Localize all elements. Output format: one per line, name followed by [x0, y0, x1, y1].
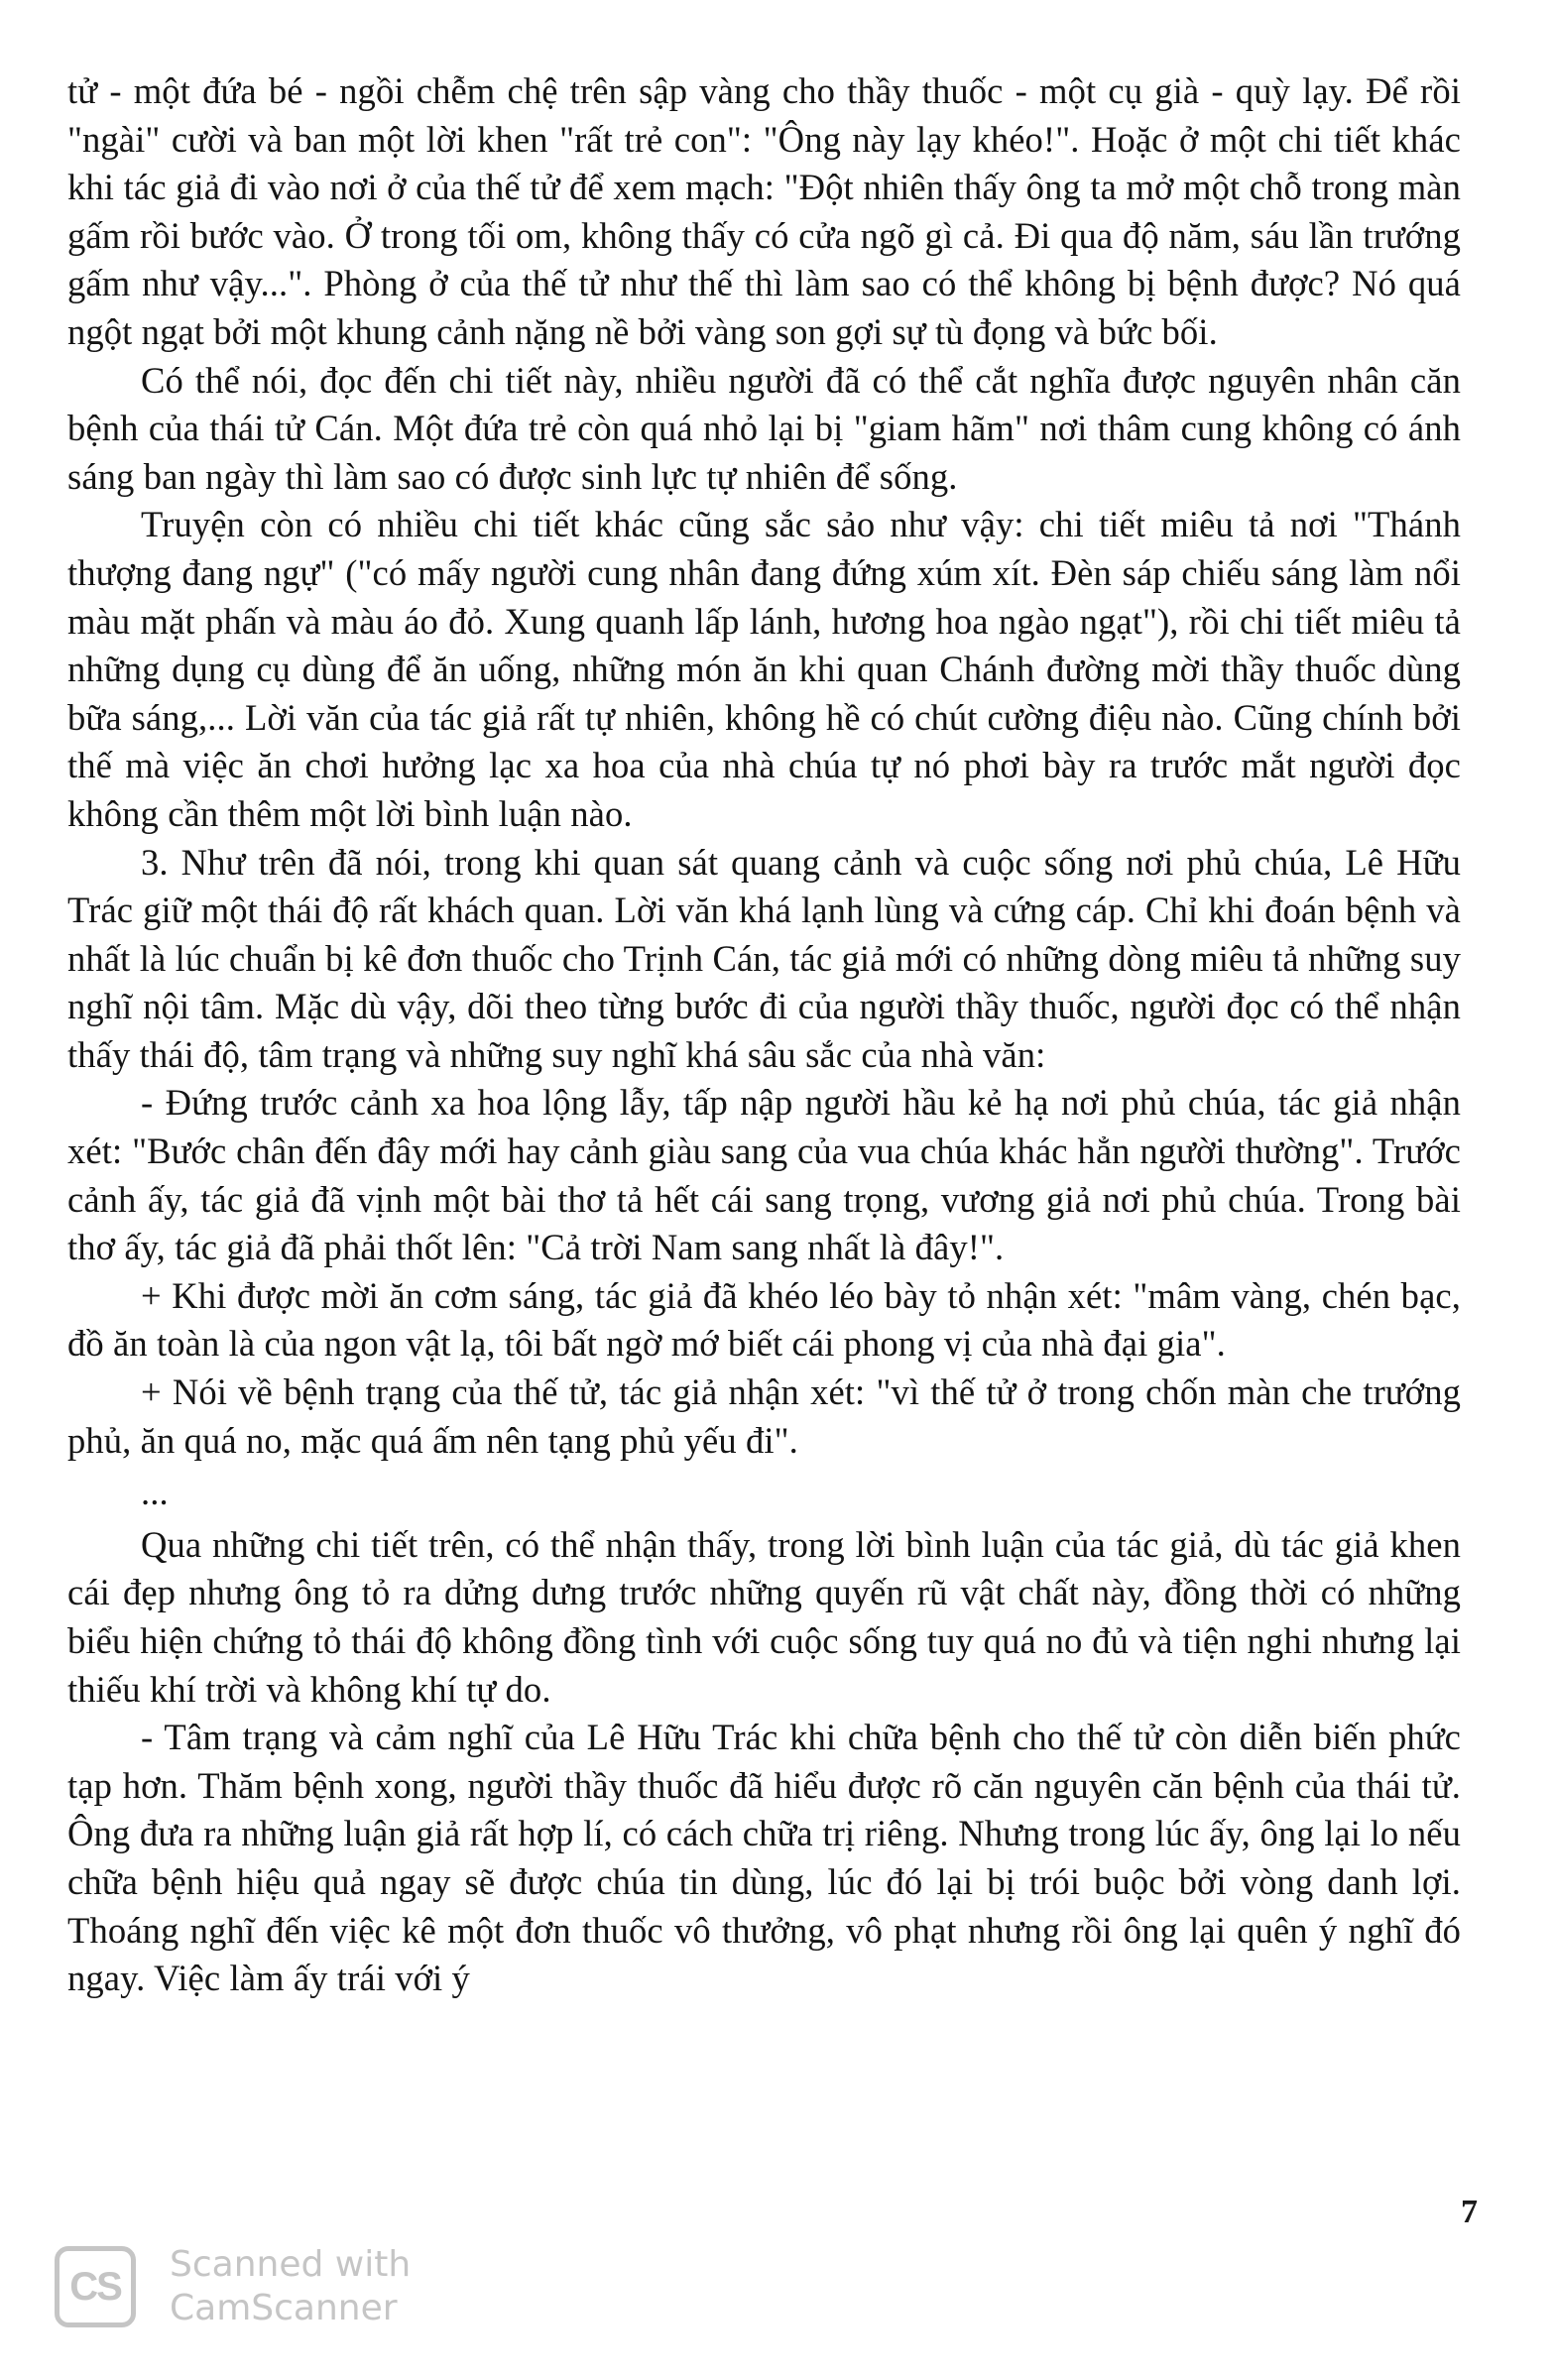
- camscanner-watermark: [55, 2243, 411, 2330]
- paragraph-4: 3. Như trên đã nói, trong khi quan sát quang cảnh và cuộc sống nơi phủ chúa, Lê Hữu Trác giữ một thái độ rất khách quan. Lời văn khá lạnh lùng và cứng cáp. Chỉ khi đoán bệnh và nhất là lúc chuẩn bị kê đơn thuốc cho Trịnh Cán, tác giả mới có những dòng miêu tả những suy nghĩ nội tâm. Mặc dù vậy, dõi theo từng bước đi của người thầy thuốc, người đọc có thể nhận thấy thái độ, tâm trạng và những suy nghĩ khá sâu sắc của nhà văn:: [67, 841, 1461, 1075]
- paragraph-6: + Khi được mời ăn cơm sáng, tác giả đã khéo léo bày tỏ nhận xét: "mâm vàng, chén bạc, đồ ăn toàn là của ngon vật lạ, tôi bất ngờ mớ biết cái phong vị của nhà đại gia".: [67, 1274, 1461, 1365]
- paragraph-5: - Đứng trước cảnh xa hoa lộng lẫy, tấp nập người hầu kẻ hạ nơi phủ chúa, tác giả nhận xét: "Bước chân đến đây mới hay cảnh giàu sang của vua chúa khác hẳn người thường". Trước cảnh ấy, tác giả đã vịnh một bài thơ tả hết cái sang trọng, vương giả nơi phủ chúa. Trong bài thơ ấy, tác giả đã phải thốt lên: "Cả trời Nam sang nhất là đây!".: [67, 1082, 1461, 1268]
- page-number: 7: [1461, 2194, 1478, 2230]
- paragraph-ellipsis: ...: [141, 1472, 169, 1513]
- camscanner-logo-icon: CS: [55, 2246, 136, 2327]
- paragraph-2: Có thể nói, đọc đến chi tiết này, nhiều người đã có thể cắt nghĩa được nguyên nhân căn bệnh của thái tử Cán. Một đứa trẻ còn quá nhỏ lại bị "giam hãm" nơi thâm cung không có ánh sáng ban ngày thì làm sao có được sinh lực tự nhiên để sống.: [67, 359, 1461, 497]
- watermark-text: [170, 2243, 411, 2330]
- watermark-line-1: Scanned with: [170, 2244, 412, 2285]
- document-page: [67, 67, 1461, 2003]
- watermark-line-2: CamScanner: [170, 2288, 398, 2328]
- paragraph-7: + Nói về bệnh trạng của thế tử, tác giả nhận xét: "vì thế tử ở trong chốn màn che trướng phủ, ăn quá no, mặc quá ấm nên tạng phủ yếu đi".: [67, 1371, 1461, 1461]
- paragraph-3: Truyện còn có nhiều chi tiết khác cũng sắc sảo như vậy: chi tiết miêu tả nơi "Thánh thượng đang ngự" ("có mấy người cung nhân đang đứng xúm xít. Đèn sáp chiếu sáng làm nổi màu mặt phấn và màu áo đỏ. Xung quanh lấp lánh, hương hoa ngào ngạt"), rồi chi tiết miêu tả những dụng cụ dùng để ăn uống, những món ăn khi quan Chánh đường mời thầy thuốc dùng bữa sáng,... Lời văn của tác giả rất tự nhiên, không hề có chút cường điệu nào. Cũng chính bởi thế mà việc ăn chơi hưởng lạc xa hoa của nhà chúa tự nó phơi bày ra trước mắt người đọc không cần thêm một lời bình luận nào.: [67, 504, 1461, 834]
- paragraph-1: tử - một đứa bé - ngồi chễm chệ trên sập vàng cho thầy thuốc - một cụ già - quỳ lạy. Để rồi "ngài" cười và ban một lời khen "rất trẻ con": "Ông này lạy khéo!". Hoặc ở một chi tiết khác khi tác giả đi vào nơi ở của thế tử để xem mạch: "Đột nhiên thấy ông ta mở một chỗ trong màn gấm rồi bước vào. Ở trong tối om, không thấy có cửa ngõ gì cả. Đi qua độ năm, sáu lần trướng gấm như vậy...". Phòng ở của thế tử như thế thì làm sao có thể không bị bệnh được? Nó quá ngột ngạt bởi một khung cảnh nặng nề bởi vàng son gợi sự tù đọng và bức bối.: [67, 70, 1461, 352]
- paragraph-9: Qua những chi tiết trên, có thể nhận thấy, trong lời bình luận của tác giả, dù tác giả khen cái đẹp nhưng ông tỏ ra dửng dưng trước những quyến rũ vật chất này, đồng thời có những biểu hiện chứng tỏ thái độ không đồng tình với cuộc sống tuy quá no đủ và tiện nghi nhưng lại thiếu khí trời và không khí tự do.: [67, 1523, 1461, 1710]
- paragraph-10: - Tâm trạng và cảm nghĩ của Lê Hữu Trác khi chữa bệnh cho thế tử còn diễn biến phức tạp hơn. Thăm bệnh xong, người thầy thuốc đã hiểu được rõ căn nguyên căn bệnh của thái tử. Ông đưa ra những luận giả rất hợp lí, có cách chữa trị riêng. Nhưng trong lúc ấy, ông lại lo nếu chữa bệnh hiệu quả ngay sẽ được chúa tin dùng, lúc đó lại bị trói buộc bởi vòng danh lợi. Thoáng nghĩ đến việc kê một đơn thuốc vô thưởng, vô phạt nhưng rồi ông lại quên ý nghĩ đó ngay. Việc làm ấy trái với ý: [67, 1717, 1461, 1999]
